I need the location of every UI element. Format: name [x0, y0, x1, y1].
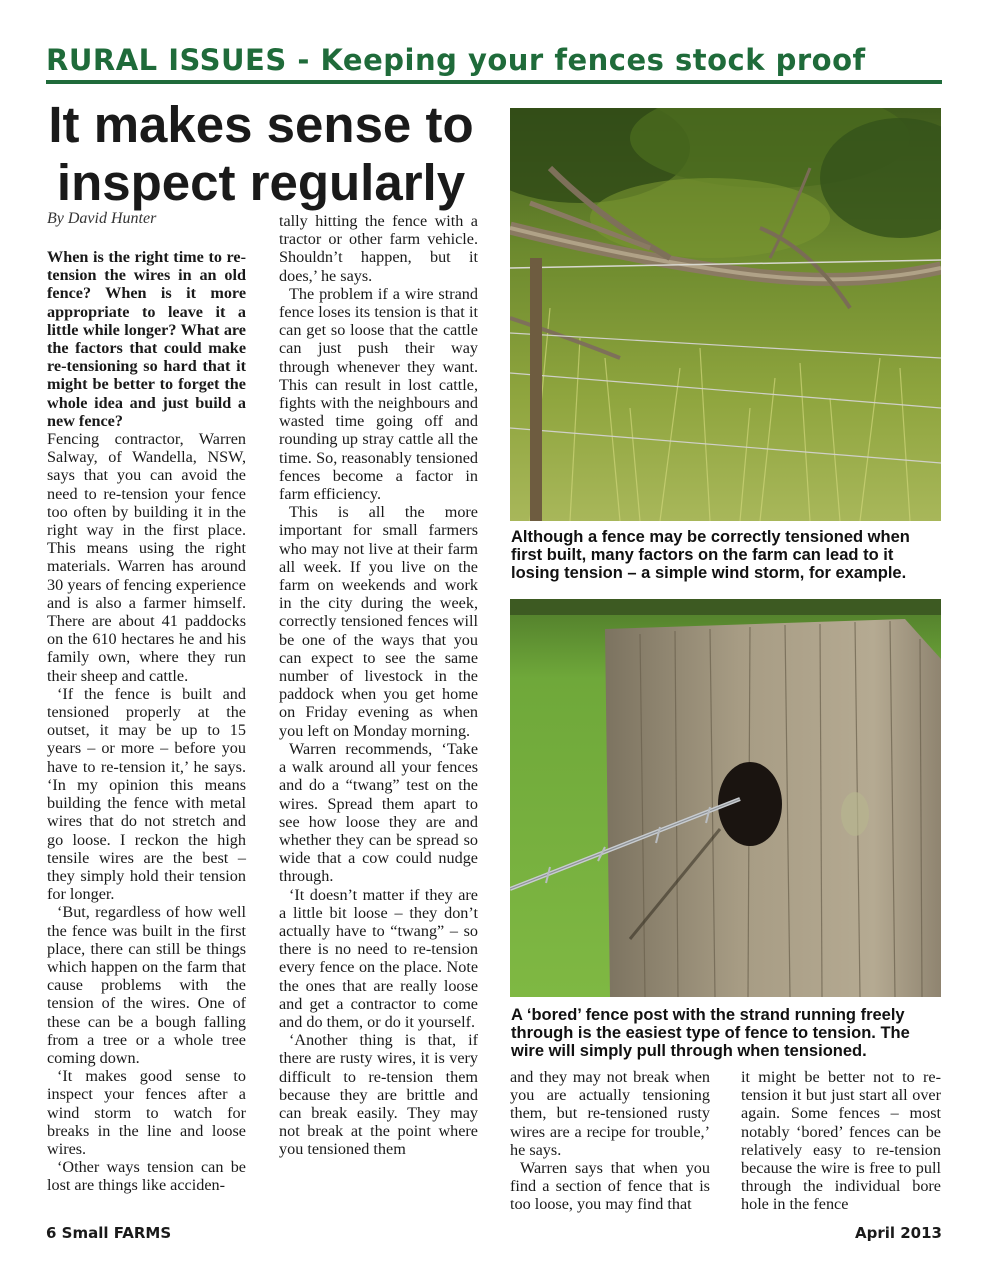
issue-date: April 2013: [855, 1224, 942, 1242]
paragraph: This is all the more important for small farmers who may not live at their farm all week. If you live on the farm on weekends and work in the city during the week, correctly tensioned fences will be one of the ways that you can expect to see the same number of livestock in the paddock when you get home on Friday evening as when you left on Monday morning.: [279, 503, 478, 740]
section-title: RURAL ISSUES - Keeping your fences stock proof: [46, 43, 866, 77]
photo-caption: Although a fence may be correctly tensioned when first built, many factors on the farm can lead to it losing tension – a simple wind storm, for example.: [511, 528, 910, 582]
banner-rule: [46, 80, 942, 84]
article-lead: When is the right time to re-tension the wires in an old fence? When is it more appropriate to leave it a little while longer? What are the factors that could make re-tensioning so hard that it might be better to forget the whole idea and just build a new fence?: [47, 248, 246, 430]
paragraph: Fencing contractor, Warren Salway, of Wandella, NSW, says that you can avoid the need to re-tension your fence too often by building it in the right way in the first place. This means using the right materials. Warren has around 30 years of fencing experience and is also a farmer himself. There are about 41 paddocks on the 610 hectares he and his family own, where they run their sheep and cattle.: [47, 430, 246, 685]
article-column-4: [741, 1068, 941, 1214]
paragraph: ‘If the fence is built and tensioned properly at the outset, it may be up to 15 years – or more – before you have to re-tension it,’ he says. ‘In my opinion this means building the fence with metal wires that do not stretch and go loose. I reckon the high tensile wires are the best – they simply hold their tension for longer.: [47, 684, 246, 904]
byline: By David Hunter: [47, 210, 157, 227]
paragraph: and they may not break when you are actually tensioning them, but re-tensioned rusty wires are a recipe for trouble,’ he says.: [510, 1068, 710, 1159]
paragraph: The problem if a wire strand fence loses its tension is that it can get so loose that the cattle can just push their way through whenever they want. This can result in lost cattle, fights with the neighbours and wasted time going off and rounding up stray cattle all the time. So, reasonably tensioned fences become a factor in farm efficiency.: [279, 284, 478, 504]
photo-bored-post-image: [510, 599, 941, 997]
paragraph: tally hitting the fence with a tractor or other farm vehicle. Shouldn’t happen, but it does,’ he says.: [279, 212, 478, 285]
section-banner: [46, 40, 942, 80]
paragraph: Warren recommends, ‘Take a walk around all your fences and do a “twang” test on the wires. Spread them apart to see how loose they are and whether they can be spread so wide that a cow could nudge through.: [279, 739, 478, 886]
article-column-2: [279, 212, 478, 1159]
headline: It makes sense to inspect regularly: [48, 96, 474, 211]
paragraph: Warren says that when you find a section of fence that is too loose, you may find that: [510, 1159, 710, 1214]
page-number-publication: 6 Small FARMS: [46, 1224, 172, 1242]
photo-fallen-branch-image: [510, 108, 941, 521]
paragraph: ‘It doesn’t matter if they are a little bit loose – they don’t actually have to “twang” – so there is no need to re-tension every fence on the place. Note the ones that are really loose and get a contractor to come and do them, or do it yourself.: [279, 885, 478, 1031]
paragraph: it might be better not to re-tension it but just start all over again. Some fences – most notably ‘bored’ fences can be relatively easy to re-tension because the wire is free to pull through the individual bore hole in the fence: [741, 1068, 941, 1214]
paragraph: ‘Another thing is that, if there are rusty wires, it is very difficult to re-tension them because they are brittle and can break easily. They may not break at the point where you tensioned them: [279, 1031, 478, 1159]
photo-bored-post: [510, 599, 941, 997]
article-column-3: [510, 1068, 710, 1214]
paragraph: ‘But, regardless of how well the fence was built in the first place, there can still be things which happen on the farm that cause problems with the tension of the wires. One of these can be a bough falling from a tree or a whole tree coming down.: [47, 903, 246, 1067]
photo-fallen-branch: [510, 108, 941, 521]
paragraph: ‘It makes good sense to inspect your fences after a wind storm to watch for breaks in the line and loose wires.: [47, 1067, 246, 1158]
paragraph: ‘Other ways tension can be lost are things like acciden-: [47, 1158, 246, 1195]
photo-caption: A ‘bored’ fence post with the strand running freely through is the easiest type of fence to tension. The wire will simply pull through when tensioned.: [511, 1006, 910, 1060]
article-column-1: [47, 248, 246, 1195]
